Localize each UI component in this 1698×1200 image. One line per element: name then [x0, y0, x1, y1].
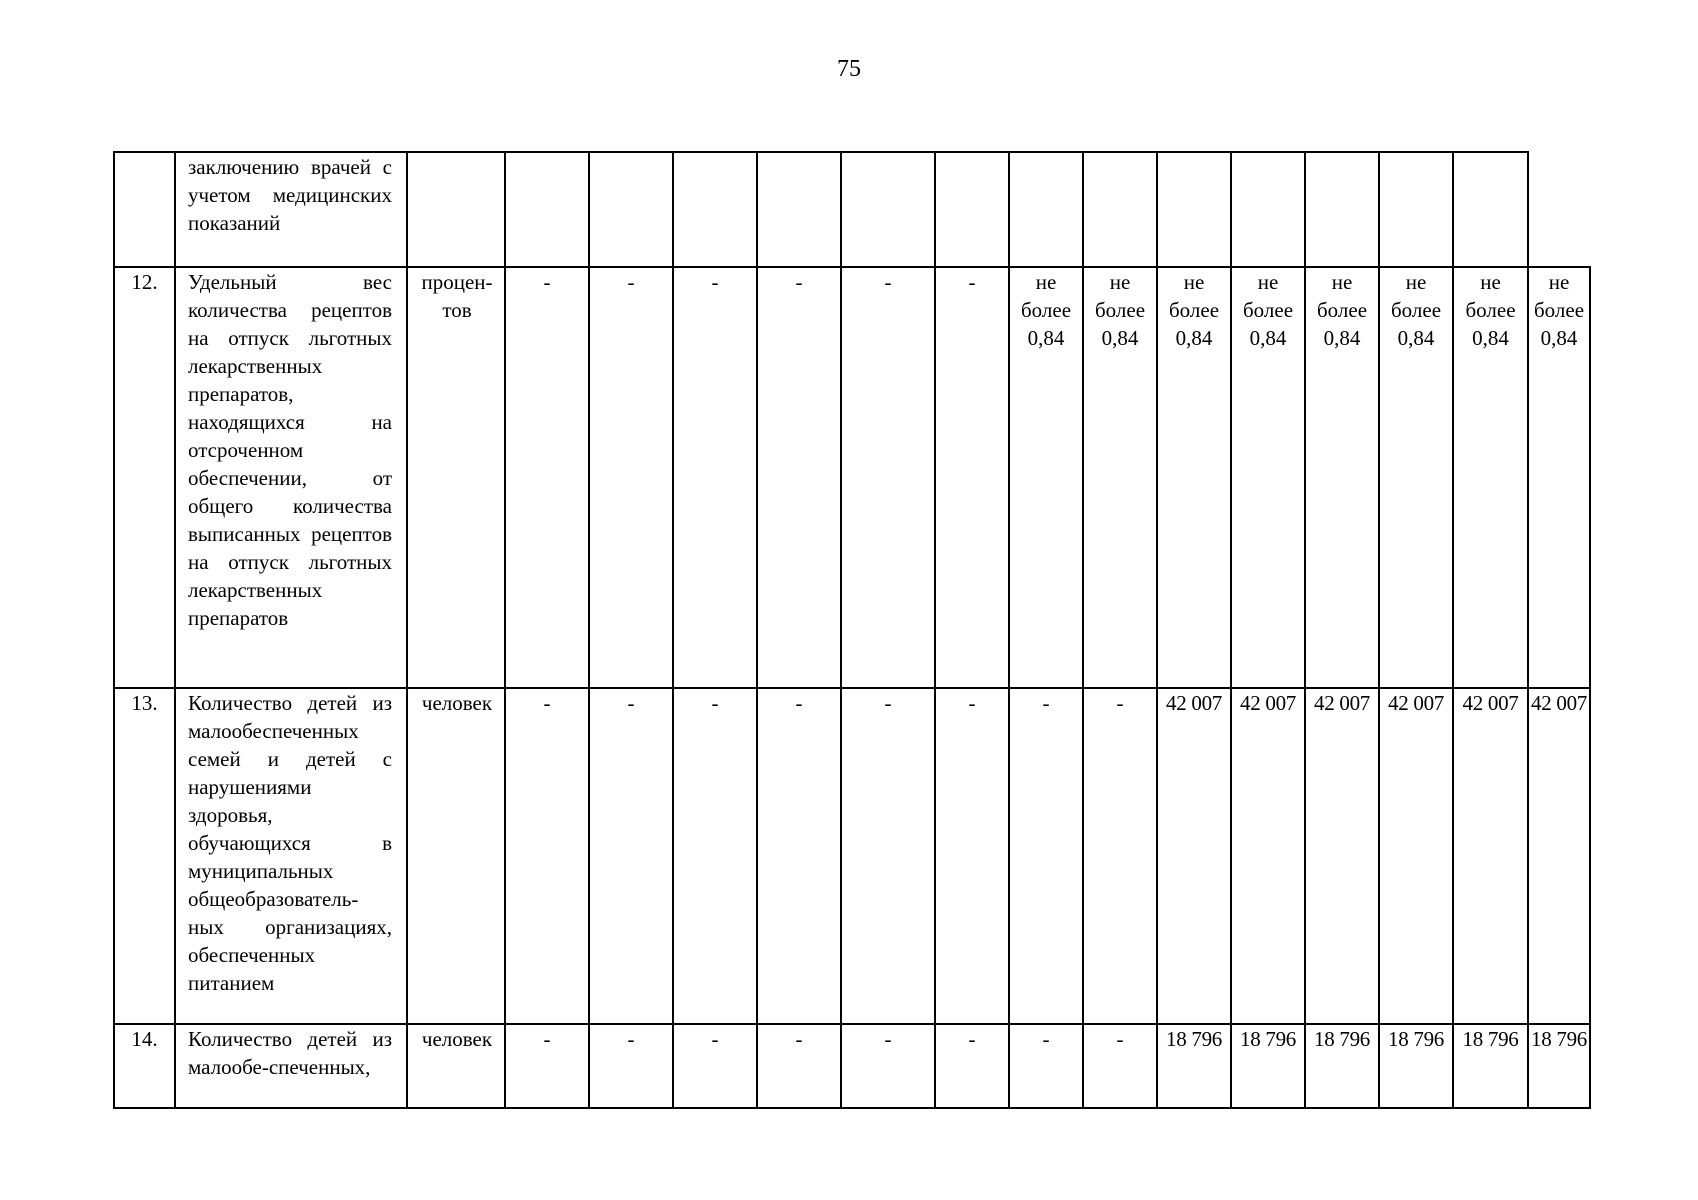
threshold-line-2: более — [1094, 298, 1146, 322]
threshold-cell — [1528, 267, 1590, 688]
value-cell — [1305, 152, 1379, 267]
dash-cell: - — [757, 688, 841, 1024]
threshold-cell — [1305, 267, 1379, 688]
dash-cell: - — [935, 267, 1009, 688]
threshold-cell — [1379, 267, 1453, 688]
value-cell — [841, 152, 935, 267]
row-number-cell: 14. — [114, 1024, 175, 1108]
threshold-line-1: не — [1548, 270, 1570, 294]
dash-cell: - — [673, 267, 757, 688]
threshold-value: 0,84 — [1101, 326, 1139, 350]
dash-cell: - — [757, 1024, 841, 1108]
value-cell: 18 796 — [1379, 1024, 1453, 1108]
dash-cell: - — [1083, 1024, 1157, 1108]
dash-cell: - — [841, 267, 935, 688]
value-cell — [1453, 152, 1528, 267]
threshold-value: 0,84 — [1540, 326, 1578, 350]
threshold-value: 0,84 — [1397, 326, 1435, 350]
value-cell — [1083, 152, 1157, 267]
row-number-cell: 12. — [114, 267, 175, 688]
threshold-line-1: не — [1109, 270, 1131, 294]
value-cell: 18 796 — [1305, 1024, 1379, 1108]
indicators-table — [113, 151, 1591, 1109]
threshold-line-2: более — [1020, 298, 1072, 322]
threshold-line-2: более — [1533, 298, 1585, 322]
threshold-value: 0,84 — [1249, 326, 1287, 350]
threshold-value: 0,84 — [1323, 326, 1361, 350]
page-number: 75 — [837, 56, 861, 82]
value-cell: 42 007 — [1528, 688, 1590, 1024]
dash-cell: - — [757, 267, 841, 688]
threshold-cell — [1231, 267, 1305, 688]
value-cell — [505, 152, 589, 267]
unit-cell — [407, 152, 505, 267]
unit-cell: процен-тов — [407, 267, 505, 688]
threshold-line-1: не — [1331, 270, 1353, 294]
value-cell: 18 796 — [1157, 1024, 1231, 1108]
value-cell: 42 007 — [1453, 688, 1528, 1024]
dash-cell: - — [589, 688, 673, 1024]
table-row-14 — [114, 1024, 1590, 1108]
value-cell — [1157, 152, 1231, 267]
threshold-line-1: не — [1183, 270, 1205, 294]
indicator-name-cell: заключению врачей с учетом медицинских показаний — [175, 152, 407, 267]
dash-cell: - — [673, 1024, 757, 1108]
threshold-line-1: не — [1480, 270, 1501, 294]
threshold-line-2: более — [1390, 298, 1442, 322]
unit-cell: человек — [407, 688, 505, 1024]
unit-cell: человек — [407, 1024, 505, 1108]
threshold-line-2: более — [1316, 298, 1368, 322]
indicator-name-cell: Удельный вес количества рецептов на отпуск льготных лекарственных препаратов, находящихся на отсроченном обеспечении, от общего количества выписанных рецептов на отпуск льготных лекарственных препаратов — [175, 267, 407, 688]
value-cell — [589, 152, 673, 267]
threshold-cell — [1157, 267, 1231, 688]
value-cell — [673, 152, 757, 267]
value-cell: 42 007 — [1157, 688, 1231, 1024]
dash-cell: - — [505, 688, 589, 1024]
value-cell: 42 007 — [1305, 688, 1379, 1024]
threshold-line-2: более — [1168, 298, 1220, 322]
indicator-name-cell: Количество детей из малообеспеченных семей и детей с нарушениями здоровья, обучающихся в муниципальных общеобразователь-ных организациях, обеспеченных питанием — [175, 688, 407, 1024]
table-row-continuation — [114, 152, 1590, 267]
dash-cell: - — [935, 688, 1009, 1024]
threshold-value: 0,84 — [1175, 326, 1213, 350]
table-row-12 — [114, 267, 1590, 688]
threshold-line-2: более — [1242, 298, 1294, 322]
threshold-cell — [1009, 267, 1083, 688]
threshold-line-1: не — [1257, 270, 1279, 294]
dash-cell: - — [841, 688, 935, 1024]
dash-cell: - — [673, 688, 757, 1024]
row-number-cell: 13. — [114, 688, 175, 1024]
value-cell: 42 007 — [1231, 688, 1305, 1024]
threshold-cell — [1453, 267, 1528, 688]
dash-cell: - — [589, 1024, 673, 1108]
table-row-13 — [114, 688, 1590, 1024]
threshold-value: 0,84 — [1472, 326, 1509, 350]
dash-cell: - — [589, 267, 673, 688]
dash-cell: - — [505, 1024, 589, 1108]
threshold-value: 0,84 — [1027, 326, 1065, 350]
row-number-cell — [114, 152, 175, 267]
value-cell — [1009, 152, 1083, 267]
threshold-cell — [1083, 267, 1157, 688]
value-cell — [1379, 152, 1453, 267]
dash-cell: - — [505, 267, 589, 688]
dash-cell: - — [1009, 688, 1083, 1024]
threshold-line-1: не — [1405, 270, 1427, 294]
dash-cell: - — [1083, 688, 1157, 1024]
value-cell — [1231, 152, 1305, 267]
dash-cell: - — [935, 1024, 1009, 1108]
value-cell: 42 007 — [1379, 688, 1453, 1024]
dash-cell: - — [841, 1024, 935, 1108]
dash-cell: - — [1009, 1024, 1083, 1108]
value-cell: 18 796 — [1231, 1024, 1305, 1108]
threshold-line-1: не — [1035, 270, 1057, 294]
value-cell: 18 796 — [1528, 1024, 1590, 1108]
value-cell: 18 796 — [1453, 1024, 1528, 1108]
threshold-line-2: более — [1465, 298, 1516, 322]
indicator-name-cell: Количество детей из малообе-спеченных, — [175, 1024, 407, 1108]
value-cell — [935, 152, 1009, 267]
value-cell — [757, 152, 841, 267]
